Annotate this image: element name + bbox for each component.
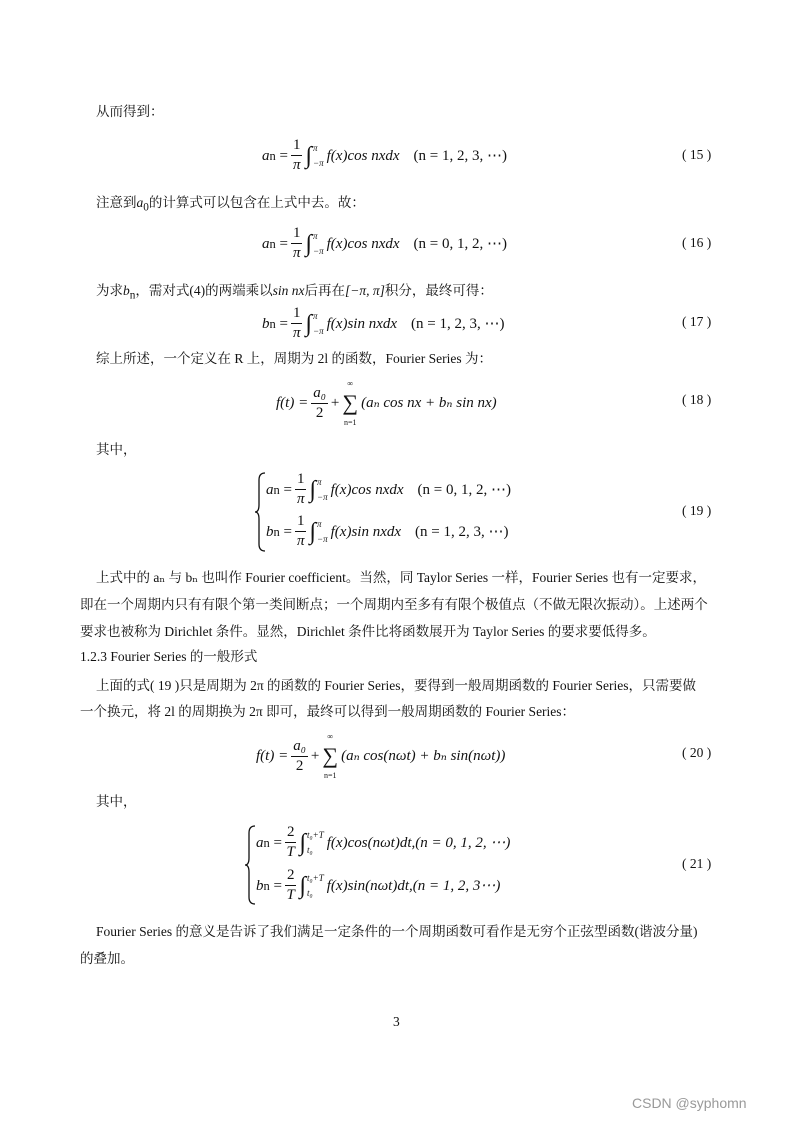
equation-18 [276, 378, 497, 428]
denominator: T [286, 887, 295, 903]
integrand: f(x)cos(nωt)dt,(n = 0, 1, 2, ⋯) [326, 834, 511, 851]
math: sin nx [272, 283, 305, 298]
equation-20 [256, 731, 505, 781]
denominator: π [296, 533, 305, 549]
numerator: 1 [291, 304, 303, 324]
equation-17 [262, 304, 504, 343]
math-sub: 0 [143, 201, 149, 214]
paragraph: 综上所述，一个定义在 R 上，周期为 2l 的函数，Fourier Series 为： [96, 351, 492, 366]
equation-number: ( 16 ) [682, 235, 712, 250]
integrand: f(x)cos nxdx [326, 147, 400, 164]
denominator: π [292, 157, 301, 173]
denominator: 2 [295, 757, 304, 774]
paragraph-line: 一个换元，将 2l 的周期换为 2π 即可，最终可以得到一般周期函数的 Fourier Series： [80, 704, 576, 719]
upper-limit: ∞ [327, 732, 334, 741]
paragraph-line: 的叠加。 [80, 951, 134, 966]
paragraph: 其中， [96, 442, 137, 457]
equation-21a [256, 823, 510, 862]
numerator: 1 [291, 136, 303, 156]
fraction [311, 384, 328, 423]
text: 注意到 [96, 195, 137, 210]
eq-lhs: f(t) = [276, 395, 309, 411]
integral-sign: ∫ t₀+T t₀ [299, 829, 324, 856]
plus: + [310, 748, 320, 764]
paragraph [96, 194, 365, 217]
condition: (n = 0, 1, 2, ⋯) [413, 235, 507, 252]
lower-limit: −π [313, 325, 324, 336]
integrand: f(x)cos nxdx [330, 481, 404, 498]
eq-sub: n [269, 316, 276, 331]
equation-number: ( 19 ) [682, 503, 712, 518]
eq-lhs: f(t) = [256, 748, 289, 764]
integrand: f(x)cos nxdx [326, 235, 400, 252]
equation-number: ( 21 ) [682, 856, 712, 871]
paragraph-line: 上式中的 aₙ 与 bₙ 也叫作 Fourier coefficient。当然，同 Taylor Series 一样，Fourier Series 也有一定要求， [96, 570, 707, 585]
text: 积分，最终可得： [384, 283, 493, 298]
equals: = [279, 481, 292, 498]
fraction [285, 866, 297, 905]
integral-sign: ∫ π −π [305, 310, 324, 337]
equals: = [275, 147, 288, 164]
eq-sub: n [273, 482, 280, 497]
lower-limit: −π [317, 491, 328, 502]
numerator: 2 [285, 866, 297, 886]
plus: + [330, 395, 340, 411]
text: 的计算式可以包含在上式中去。故： [148, 195, 365, 210]
upper-limit: π [313, 142, 318, 153]
fraction [291, 737, 308, 776]
lower-limit: n=1 [323, 771, 337, 780]
numerator: 2 [285, 823, 297, 843]
numerator: a₀ [311, 384, 328, 404]
equals: = [275, 315, 288, 332]
condition: (n = 1, 2, 3, ⋯) [415, 523, 509, 540]
text: ，需对式(4)的两端乘以 [135, 283, 273, 298]
summand: (aₙ cos nx + bₙ sin nx) [361, 395, 497, 411]
math-var: a [136, 195, 144, 210]
eq-lhs: b [266, 523, 274, 540]
eq-lhs: a [266, 481, 274, 498]
integral-sign: ∫ t₀+T t₀ [299, 872, 324, 899]
fraction [295, 470, 307, 509]
eq-sub: n [263, 878, 270, 893]
integrand: f(x)sin nxdx [330, 523, 402, 540]
upper-limit: ∞ [347, 379, 354, 388]
upper-limit: π [313, 310, 318, 321]
numerator: 1 [295, 512, 307, 532]
equals: = [279, 523, 292, 540]
numerator: a₀ [291, 737, 308, 757]
fraction [291, 136, 303, 175]
brace [244, 825, 256, 905]
denominator: 2 [315, 404, 324, 421]
upper-limit: π [317, 518, 322, 529]
eq-lhs: a [256, 834, 264, 851]
fraction [285, 823, 297, 862]
math: [−π, π] [345, 283, 385, 298]
equals: = [269, 877, 282, 894]
equation-number: ( 17 ) [682, 314, 712, 329]
lower-limit: t₀ [307, 887, 313, 898]
upper-limit: t₀+T [307, 872, 324, 883]
brace [254, 472, 266, 552]
sum-sign: ∞ ∑ n=1 [342, 379, 359, 427]
condition: (n = 1, 2, 3, ⋯) [413, 147, 507, 164]
text: 后再在 [304, 283, 345, 298]
eq-lhs: a [262, 147, 270, 164]
equation-number: ( 20 ) [682, 745, 712, 760]
integral-sign: ∫ π −π [305, 142, 324, 169]
denominator: π [296, 491, 305, 507]
paragraph-line: Fourier Series 的意义是告诉了我们满足一定条件的一个周期函数可看作是无穷个正弦型函数(谐波分量) [96, 924, 698, 939]
equation-19a [266, 470, 511, 509]
sum-sign: ∞ ∑ n=1 [322, 732, 339, 780]
lower-limit: t₀ [307, 844, 313, 855]
equation-21b [256, 866, 500, 905]
condition: (n = 1, 2, 3, ⋯) [411, 315, 505, 332]
eq-sub: n [269, 236, 276, 251]
fraction [291, 224, 303, 263]
page-number: 3 [393, 1014, 400, 1029]
condition: (n = 0, 1, 2, ⋯) [417, 481, 511, 498]
equation-number: ( 15 ) [682, 147, 712, 162]
paragraph: 从而得到： [96, 104, 164, 119]
numerator: 1 [291, 224, 303, 244]
equation-15 [262, 136, 507, 175]
eq-lhs: b [262, 315, 270, 332]
denominator: π [292, 245, 301, 261]
upper-limit: π [313, 230, 318, 241]
eq-sub: n [263, 835, 270, 850]
lower-limit: −π [313, 245, 324, 256]
watermark: CSDN @syphomn [632, 1095, 747, 1111]
eq-lhs: a [262, 235, 270, 252]
integrand: f(x)sin(nωt)dt,(n = 1, 2, 3⋯) [326, 877, 501, 894]
eq-sub: n [269, 148, 276, 163]
upper-limit: t₀+T [307, 829, 324, 840]
equals: = [275, 235, 288, 252]
text: 为求 [96, 283, 123, 298]
integrand: f(x)sin nxdx [326, 315, 398, 332]
math-sub: n [129, 289, 136, 302]
paragraph: 其中， [96, 794, 137, 809]
fraction [291, 304, 303, 343]
denominator: T [286, 844, 295, 860]
numerator: 1 [295, 470, 307, 490]
integral-sign: ∫ π −π [309, 476, 328, 503]
integral-sign: ∫ π −π [305, 230, 324, 257]
denominator: π [292, 325, 301, 341]
lower-limit: n=1 [343, 418, 357, 427]
upper-limit: π [317, 476, 322, 487]
paragraph [96, 282, 493, 305]
paragraph-line: 上面的式( 19 )只是周期为 2π 的函数的 Fourier Series，要得到一般周期函数的 Fourier Series，只需要做 [96, 678, 697, 693]
fraction [295, 512, 307, 551]
equation-16 [262, 224, 507, 263]
equals: = [269, 834, 282, 851]
section-heading: 1.2.3 Fourier Series 的一般形式 [80, 649, 258, 664]
lower-limit: −π [313, 157, 324, 168]
equation-number: ( 18 ) [682, 392, 712, 407]
paragraph-line: 要求也被称为 Dirichlet 条件。显然，Dirichlet 条件比将函数展开为 Taylor Series 的要求要低得多。 [80, 624, 656, 639]
integral-sign: ∫ π −π [309, 518, 328, 545]
summand: (aₙ cos(nωt) + bₙ sin(nωt)) [341, 748, 506, 764]
math-var: b [123, 283, 130, 298]
equation-19b [266, 512, 508, 551]
eq-sub: n [273, 524, 280, 539]
lower-limit: −π [317, 533, 328, 544]
eq-lhs: b [256, 877, 264, 894]
paragraph-line: 即在一个周期内只有有限个第一类间断点；一个周期内至多有有限个极值点（不做无限次振动）。上述两个 [80, 597, 708, 612]
